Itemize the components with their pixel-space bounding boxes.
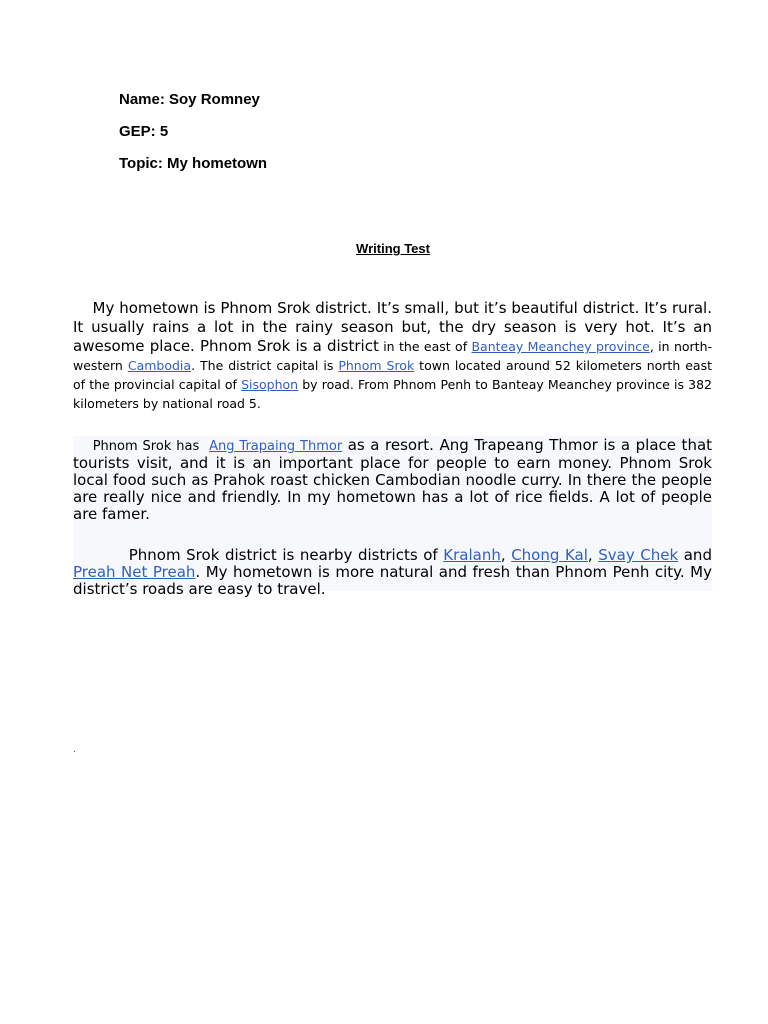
paragraph-2 bbox=[73, 437, 712, 523]
link-phnom-srok[interactable]: Phnom Srok bbox=[338, 358, 415, 373]
student-info bbox=[119, 84, 267, 180]
link-cambodia[interactable]: Cambodia bbox=[127, 358, 192, 373]
link-svay-chek[interactable]: Svay Chek bbox=[598, 546, 679, 564]
paragraph-1-detail: in the east of Banteay Meanchey province, in north-western Cambodia. The district capital is Phnom Srok town located around 52 kilometers north east of the provincial capital of Sisophon by road. From Phnom Penh to Banteay Meanchey province is 382 kilometers by national road 5. bbox=[73, 339, 712, 411]
link-banteay-meanchey[interactable]: Banteay Meanchey province bbox=[471, 339, 650, 354]
paragraph-3: Phnom Srok district is nearby districts of Kralanh, Chong Kal, Svay Chek and Preah Net Preah. My hometown is more natural and fresh than Phnom Penh city. My district’s roads are easy to travel. bbox=[73, 546, 712, 598]
paragraph-2-body: as a resort. Ang Trapeang Thmor is a place that tourists visit, and it is an important place for people to earn money. Phnom Srok local food such as Prahok roast chicken Cambodian noodle curry. In there the people are really nice and friendly. In my hometown has a lot of rice fields. A lot of people are famer. bbox=[73, 436, 713, 523]
link-preah-net-preah[interactable]: Preah Net Preah bbox=[73, 563, 196, 581]
paragraph-1 bbox=[73, 298, 712, 412]
student-gep: GEP: 5 bbox=[119, 123, 169, 140]
section-title: Writing Test bbox=[356, 241, 430, 256]
paragraph-3-lead: Phnom Srok district is nearby districts of bbox=[128, 546, 444, 564]
paragraph-1-intro: My hometown is Phnom Srok district. It’s small, but it’s beautiful district. It’s rural. It usually rains a lot in the rainy season but, the dry season is very hot. It’s an awesome place. Phnom Srok is a district bbox=[73, 299, 712, 355]
link-ang-trapaing-thmor[interactable]: Ang Trapaing Thmor bbox=[209, 439, 343, 454]
essay-topic: Topic: My hometown bbox=[119, 155, 268, 172]
link-kralanh[interactable]: Kralanh bbox=[443, 546, 501, 564]
stray-period: . bbox=[73, 744, 77, 755]
student-name: Name: Soy Romney bbox=[119, 91, 260, 108]
link-sisophon[interactable]: Sisophon bbox=[241, 377, 299, 392]
paragraph-3-body: . My hometown is more natural and fresh than Phnom Penh city. My district’s roads are easy to travel. bbox=[73, 563, 712, 598]
paragraph-2-lead: Phnom Srok has bbox=[92, 439, 205, 454]
link-chong-kal[interactable]: Chong Kal bbox=[511, 546, 588, 564]
